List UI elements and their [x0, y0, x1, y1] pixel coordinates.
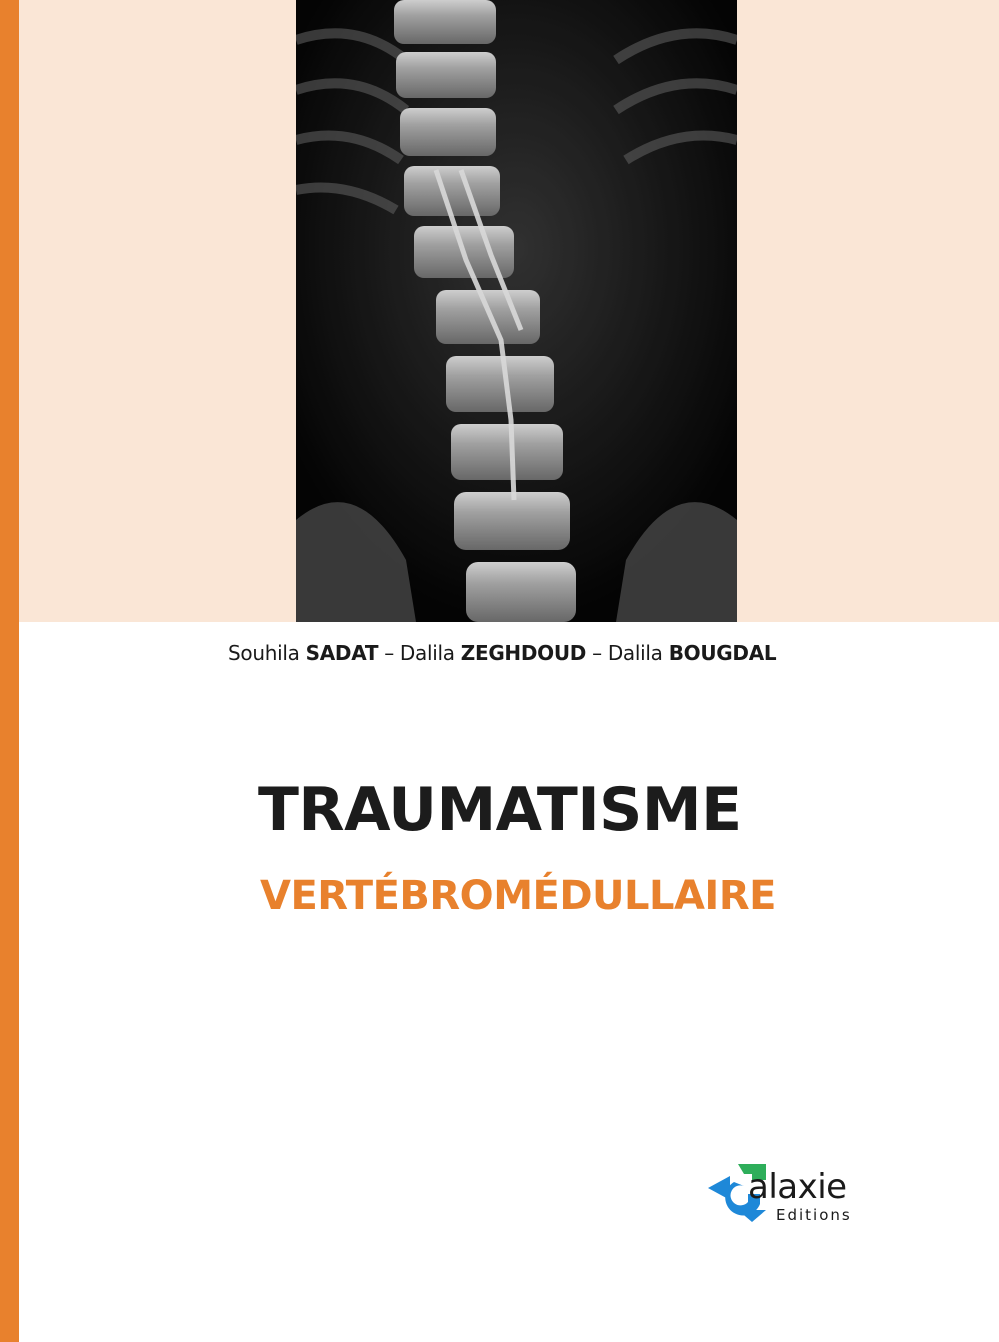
- xray-image: [296, 0, 737, 622]
- author-1-first: Souhila: [228, 641, 300, 665]
- publisher-imprint: Editions: [776, 1206, 852, 1224]
- author-2-first: Dalila: [399, 641, 455, 665]
- spine-stripe: [0, 0, 19, 1342]
- author-3-last: BOUGDAL: [668, 641, 777, 665]
- book-title: TRAUMATISME: [258, 775, 742, 845]
- author-3-first: Dalila: [607, 641, 663, 665]
- author-list: [228, 641, 868, 665]
- author-3: [608, 641, 777, 665]
- publisher-logo: [708, 1158, 888, 1230]
- author-1: [228, 641, 378, 665]
- author-separator: –: [592, 641, 602, 665]
- publisher-name-text: alaxie: [748, 1167, 847, 1207]
- publisher-name: [748, 1168, 847, 1206]
- author-2-last: ZEGHDOUD: [460, 641, 587, 665]
- author-2: [400, 641, 586, 665]
- book-subtitle: VERTÉBROMÉDULLAIRE: [260, 873, 776, 919]
- author-1-last: SADAT: [305, 641, 379, 665]
- author-separator: –: [384, 641, 394, 665]
